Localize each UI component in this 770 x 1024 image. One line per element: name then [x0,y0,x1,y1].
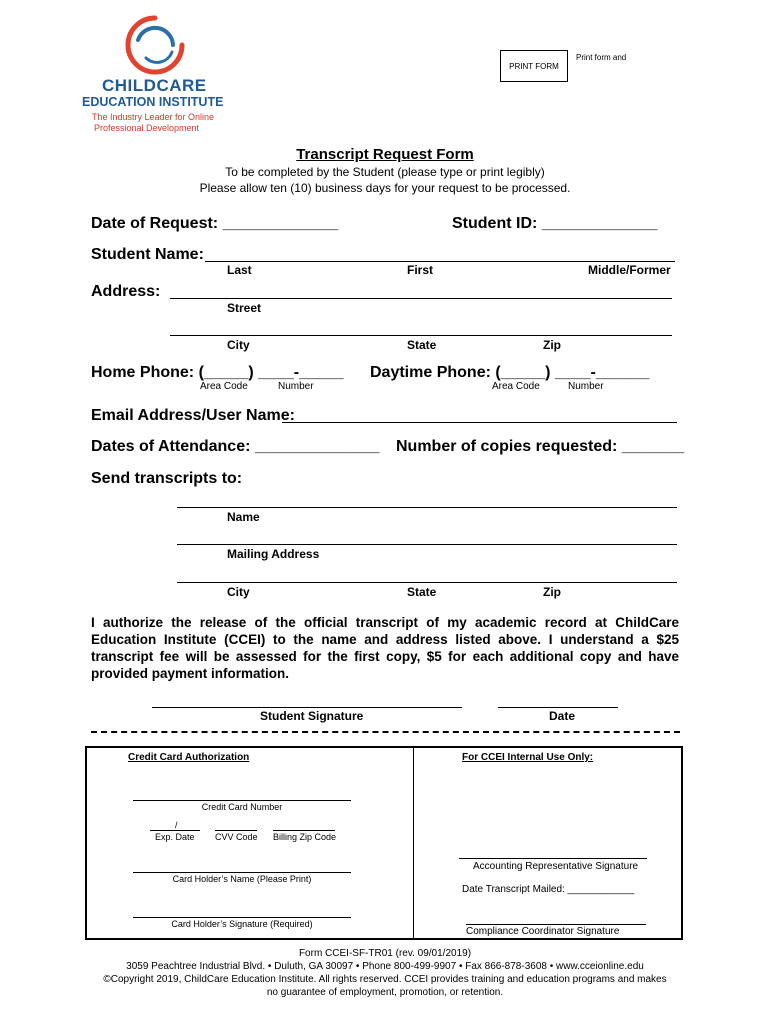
card-holder-name-input[interactable] [133,872,351,873]
box-divider [413,748,414,940]
print-form-button[interactable] [500,50,568,82]
date-mailed-field[interactable]: Date Transcript Mailed: ____________ [462,884,635,895]
signature-date-input[interactable] [498,707,618,708]
footer-copyright: ©Copyright 2019, ChildCare Education Institute. All rights reserved. CCEI provides training and education programs and makes [103,974,667,985]
logo-ring-icon [124,14,186,76]
email-input[interactable] [282,422,677,423]
billing-zip-label: Billing Zip Code [273,832,337,842]
logo-org-line2: EDUCATION INSTITUTE [82,95,224,109]
send-state-label: State [407,585,437,599]
logo-tagline1: The Industry Leader for Online [92,112,215,122]
address-label: Address: [91,283,161,300]
email-label: Email Address/User Name: [91,407,295,424]
daytime-number-label: Number [568,381,604,392]
page-title: Transcript Request Form [296,146,474,163]
instructions-line2: Please allow ten (10) business days for your request to be processed. [199,181,571,195]
dates-of-attendance-field[interactable]: Dates of Attendance: ______________ [91,438,380,455]
print-form-note: Print form and [576,53,627,62]
street-label: Street [227,301,262,315]
send-zip-label: Zip [543,585,561,599]
send-name-label: Name [227,510,260,524]
credit-card-number-input[interactable] [133,800,351,801]
home-phone-field[interactable]: Home Phone: (_____) ____-_____ [91,364,344,381]
ccei-logo [82,12,232,134]
daytime-phone-field[interactable]: Daytime Phone: (_____) ____-______ [370,364,650,381]
city-label: City [227,338,250,352]
compliance-signature-label: Compliance Coordinator Signature [466,926,620,937]
name-last-label: Last [227,263,252,277]
state-label: State [407,338,437,352]
payment-box [85,746,683,940]
acct-rep-signature-label: Accounting Representative Signature [473,861,639,872]
credit-card-title: Credit Card Authorization [128,752,250,763]
copies-requested-field[interactable]: Number of copies requested: _______ [396,438,685,455]
name-middle-label: Middle/Former [588,263,671,277]
send-name-input[interactable] [177,507,677,508]
instructions-line1: To be completed by the Student (please type or print legibly) [225,165,545,179]
billing-zip-input[interactable] [273,830,335,831]
cvv-label: CVV Code [215,832,258,842]
card-holder-signature-input[interactable] [133,917,351,918]
send-city-input[interactable] [177,582,677,583]
send-mailing-input[interactable] [177,544,677,545]
credit-card-number-label: Credit Card Number [201,802,283,812]
acct-rep-signature-input[interactable] [459,858,647,859]
card-holder-signature-label: Card Holder’s Signature (Required) [171,919,313,929]
exp-slash: / [175,820,178,830]
footer-address: 3059 Peachtree Industrial Blvd. • Duluth, GA 30097 • Phone 800-499-9907 • Fax 866-878-3608 • www.cceionline.edu [126,961,644,972]
zip-label: Zip [543,338,561,352]
footer-copyright-2: no guarantee of employment, promotion, or retention. [266,987,504,998]
cvv-input[interactable] [215,830,257,831]
exp-date-input[interactable] [150,830,200,831]
internal-use-title: For CCEI Internal Use Only: [462,752,594,763]
name-first-label: First [407,263,434,277]
street-input[interactable] [170,298,672,299]
logo-tagline2: Professional Development [94,123,200,133]
student-name-label: Student Name: [91,246,204,263]
daytime-area-code-label: Area Code [492,381,540,392]
logo-org-line1: CHILDCARE [102,76,207,95]
student-id-field[interactable]: Student ID: _____________ [452,215,658,232]
home-area-code-label: Area Code [200,381,248,392]
authorization-text: I authorize the release of the official transcript of my academic record at ChildCare Education Institute (CCEI) to the name and address listed above. I understand a $25 transcript fee will be assessed for the first copy, $5 for each additional copy and have provided payment information. [91,615,679,681]
student-name-input[interactable] [205,261,675,262]
form-id: Form CCEI-SF-TR01 (rev. 09/01/2019) [298,948,472,959]
home-number-label: Number [278,381,314,392]
city-state-zip-input[interactable] [170,335,672,336]
compliance-signature-input[interactable] [466,924,646,925]
send-transcripts-label: Send transcripts to: [91,470,243,487]
dashed-divider [91,731,680,733]
date-of-request-field[interactable]: Date of Request: _____________ [91,215,339,232]
print-form-label: PRINT FORM [509,61,559,71]
send-mailing-label: Mailing Address [227,547,320,561]
card-holder-name-label: Card Holder’s Name (Please Print) [172,874,312,884]
student-signature-input[interactable] [152,707,462,708]
exp-date-label: Exp. Date [155,832,195,842]
student-signature-label: Student Signature [260,709,364,723]
signature-date-label: Date [549,709,576,723]
send-city-label: City [227,585,250,599]
